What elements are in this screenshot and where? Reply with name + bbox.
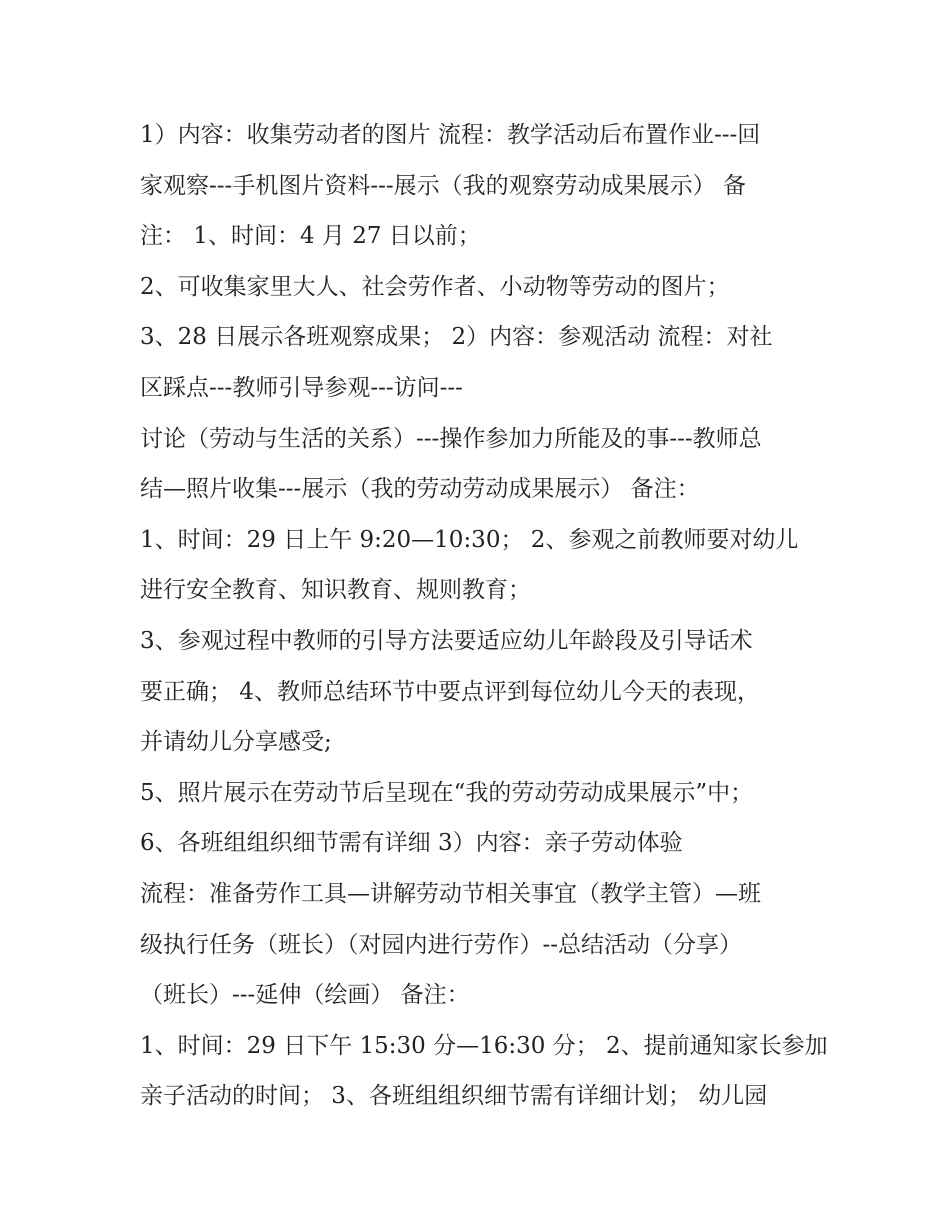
text-line: 要正确； 4、教师总结环节中要点评到每位幼儿今天的表现， — [140, 678, 760, 705]
text-line: 3、参观过程中教师的引导方法要适应幼儿年龄段及引导话术 — [140, 627, 753, 654]
text-line: 6、各班组组织细节需有详细 3）内容：亲子劳动体验 — [140, 830, 683, 857]
text-line: 1、时间：29 日下午 15:30 分—16:30 分； 2、提前通知家长参加 — [140, 1032, 828, 1059]
text-line: 并请幼儿分享感受; — [140, 729, 332, 756]
text-line: 亲子活动的时间； 3、各班组组织细节需有详细计划； 幼儿园 — [140, 1083, 768, 1110]
text-line: 2、可收集家里大人、社会劳作者、小动物等劳动的图片； — [140, 273, 730, 300]
text-line: 结—照片收集---展示（我的劳动劳动成果展示） 备注： — [140, 476, 700, 503]
text-line: 家观察---手机图片资料---展示（我的观察劳动成果展示） 备 — [140, 172, 746, 199]
text-line: 1、时间：29 日上午 9:20—10:30； 2、参观之前教师要对幼儿 — [140, 526, 799, 553]
text-line: 讨论（劳动与生活的关系）---操作参加力所能及的事---教师总 — [140, 425, 762, 452]
text-line: 5、照片展示在劳动节后呈现在“我的劳动劳动成果展示”中； — [140, 779, 754, 806]
text-line: 1）内容：收集劳动者的图片 流程：教学活动后布置作业---回 — [140, 122, 761, 148]
text-line: 注： 1、时间：4 月 27 日以前； — [140, 223, 481, 250]
text-line: 级执行任务（班长）（对园内进行劳作）--总结活动（分享） — [140, 931, 743, 958]
text-line: （班长）---延伸（绘画） 备注： — [140, 982, 470, 1009]
text-line: 流程：准备劳作工具—讲解劳动节相关事宜（教学主管）—班 — [140, 880, 761, 907]
document-body — [140, 110, 840, 1122]
text-line: 3、28 日展示各班观察成果； 2）内容：参观活动 流程：对社 — [140, 324, 773, 351]
text-line: 区踩点---教师引导参观---访问--- — [140, 374, 463, 401]
text-line: 进行安全教育、知识教育、规则教育； — [140, 577, 531, 604]
